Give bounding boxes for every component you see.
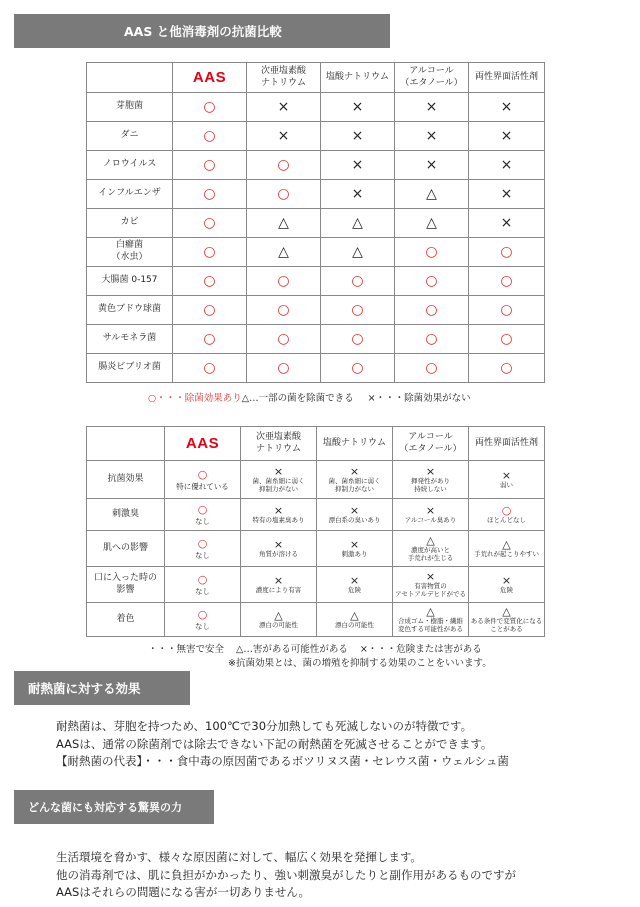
result-cell: ○ [321,354,395,383]
result-symbol: △ [350,608,359,622]
result-cell: ○ [395,354,469,383]
result-cell: ○ [247,354,321,383]
paragraph-line: AASは、通常の除菌剤では除去できない下記の耐熱菌を死滅させることができます。 [56,736,493,751]
row-header: 大腸菌 0-157 [87,267,173,296]
row-header: カビ [87,209,173,238]
result-cell: ○ [247,151,321,180]
table-row [87,93,545,122]
column-header-0: AAS [173,63,247,93]
result-symbol: × [273,503,284,517]
legend-1 [148,390,485,404]
column-header-1: 次亜塩素酸 ナトリウム [247,63,321,93]
result-cell: × [321,151,395,180]
row-header: 抗菌効果 [87,461,165,499]
property-cell [241,461,317,499]
table-row [87,238,545,267]
result-cell: ○ [173,267,247,296]
result-symbol: × [349,503,360,517]
legend-circle: ○・・・除菌効果あり [148,393,242,404]
footnote: ※抗菌効果とは、菌の増殖を抑制する効果のことをいいます。 [228,658,492,669]
table-row [87,325,545,354]
result-cell: ○ [247,296,321,325]
result-cell: ○ [395,238,469,267]
result-text: 危険 [500,585,513,594]
result-text: なし [195,550,210,560]
result-symbol: × [273,537,284,551]
property-cell [469,567,545,603]
column-header-2: 塩酸ナトリウム [317,427,393,461]
paragraph-heat-resistant [56,718,509,771]
result-symbol: × [425,464,436,478]
result-cell: ○ [469,354,545,383]
legend2-triangle: △…害がある可能性がある [236,644,348,655]
column-header-2: 塩酸ナトリウム [321,63,395,93]
result-symbol: △ [426,533,435,547]
result-text: 漂白の可能性 [335,620,374,629]
result-cell: △ [321,209,395,238]
result-text: 漂白の可能性 [259,620,298,629]
result-text: ほとんどなし [487,515,526,524]
result-symbol: △ [502,537,511,551]
result-cell: ○ [247,325,321,354]
result-text: 危険 [348,585,361,594]
result-symbol: × [273,464,284,478]
result-cell: △ [395,209,469,238]
legend2-circle: ・・・無害で安全 [148,644,225,655]
property-cell [469,461,545,499]
property-cell [165,603,241,637]
property-cell [469,531,545,567]
result-symbol: × [349,464,360,478]
result-symbol: ○ [501,503,512,517]
result-text: ある条件で変質化になる ことがある [470,616,543,633]
result-cell: ○ [247,180,321,209]
result-text: なし [195,586,210,596]
result-cell: ○ [321,325,395,354]
property-cell [241,499,317,531]
row-header: 肌への影響 [87,531,165,567]
result-symbol: × [349,537,360,551]
property-cell [393,531,469,567]
result-cell: ○ [469,238,545,267]
result-cell: ○ [173,296,247,325]
result-symbol: × [349,573,360,587]
result-cell: × [395,151,469,180]
property-cell [165,567,241,603]
paragraph-power [56,849,516,902]
table-row [87,461,545,499]
result-cell: ○ [173,151,247,180]
result-cell: × [469,180,545,209]
result-cell: ○ [469,325,545,354]
table-row [87,603,545,637]
paragraph-line: 耐熱菌は、芽胞を持つため、100℃で30分加熱しても死滅しないのが特徴です。 [56,719,473,733]
column-header-3: アルコール （エタノール） [393,427,469,461]
result-text: 菌、菌糸細に弱く 抑制力がない [328,476,381,493]
paragraph-line: AASはそれらの問題になる害が一切ありません。 [56,885,311,899]
table-row [87,180,545,209]
result-cell: ○ [469,296,545,325]
result-text: なし [195,516,210,526]
property-cell [317,567,393,603]
result-text: 漂白系の臭いあり [328,515,381,524]
row-header: ダニ [87,122,173,151]
result-cell: × [247,122,321,151]
table-row [87,354,545,383]
property-cell [165,531,241,567]
column-header-4: 両性界面活性剤 [469,63,545,93]
result-cell: × [469,93,545,122]
legend-cross: ×・・・除菌効果がない [367,393,471,404]
result-symbol: × [273,573,284,587]
result-cell: × [469,122,545,151]
result-cell: ○ [173,325,247,354]
result-text: アルコール臭あり [404,515,457,524]
row-header: ノロウイルス [87,151,173,180]
result-cell: × [469,209,545,238]
table-row [87,499,545,531]
result-text: 手荒れが起こりやすい [474,549,539,558]
result-cell: △ [247,209,321,238]
property-cell [241,567,317,603]
result-cell: ○ [173,209,247,238]
property-cell [393,499,469,531]
table-row [87,267,545,296]
result-cell: ○ [173,180,247,209]
result-text: 合成ゴム・樹脂・繊維 変色する可能性がある [398,616,463,633]
row-header: 刺激臭 [87,499,165,531]
result-text: 有害物質の アセトアルデヒドがでる [395,581,466,598]
result-text: 弱い [500,480,513,489]
result-cell: ○ [173,238,247,267]
column-header-0: AAS [165,427,241,461]
table-row [87,567,545,603]
column-header-3: アルコール （エタノール） [395,63,469,93]
result-cell: × [395,93,469,122]
property-cell [317,461,393,499]
corner-cell [87,63,173,93]
property-cell [241,603,317,637]
result-symbol: × [425,503,436,517]
result-cell: × [321,180,395,209]
paragraph-line: 【耐熱菌の代表】・・・食中毒の原因菌であるボツリヌス菌・セレウス菌・ウェルシュ菌 [56,754,509,768]
result-cell: × [469,151,545,180]
section-heading-heat-resistant: 耐熱菌に対する効果 [14,671,190,705]
result-symbol: ○ [197,536,208,550]
property-cell [241,531,317,567]
result-cell: ○ [173,354,247,383]
corner-cell [87,427,165,461]
result-text: 刺激あり [341,549,368,558]
property-cell [393,567,469,603]
result-symbol: ○ [197,467,208,481]
legend-2 [148,641,494,655]
row-header: サルモネラ菌 [87,325,173,354]
result-cell: × [321,122,395,151]
result-symbol: ○ [197,502,208,516]
result-cell: △ [321,238,395,267]
result-symbol: × [501,468,512,482]
section-heading-power: どんな菌にも対応する驚異の力 [14,790,214,824]
table-row [87,122,545,151]
property-cell [393,461,469,499]
section-heading-comparison: AAS と他消毒剤の抗菌比較 [14,14,390,48]
property-cell [317,603,393,637]
result-cell: × [321,93,395,122]
comparison-table-2 [86,426,545,637]
property-cell [317,531,393,567]
result-cell: × [247,93,321,122]
result-symbol: × [425,569,436,583]
result-symbol: ○ [197,607,208,621]
result-cell: △ [395,180,469,209]
result-text: 特有の塩素臭あり [252,515,305,524]
table-row [87,296,545,325]
row-header: 口に入った時の 影響 [87,567,165,603]
result-cell: ○ [247,267,321,296]
result-text: 特に優れている [176,481,229,491]
row-header: 芽胞菌 [87,93,173,122]
comparison-table-1 [86,62,545,383]
legend-triangle: △…一部の菌を除菌できる [241,393,354,404]
table-row [87,531,545,567]
row-header: 黄色ブドウ球菌 [87,296,173,325]
result-text: 揮発性があり 持続しない [411,476,450,493]
result-symbol: △ [274,608,283,622]
column-header-1: 次亜塩素酸 ナトリウム [241,427,317,461]
paragraph-line: 生活環境を脅かす、様々な原因菌に対して、幅広く効果を発揮します。 [56,850,422,864]
result-text: 濃度により有害 [255,585,302,594]
property-cell [469,499,545,531]
result-cell: ○ [173,122,247,151]
row-header: 着色 [87,603,165,637]
row-header: インフルエンザ [87,180,173,209]
result-cell: ○ [469,267,545,296]
column-header-4: 両性界面活性剤 [469,427,545,461]
property-cell [317,499,393,531]
property-cell [469,603,545,637]
result-symbol: △ [426,604,435,618]
result-cell: ○ [395,296,469,325]
result-symbol: ○ [197,572,208,586]
result-cell: ○ [395,267,469,296]
table-row [87,151,545,180]
header-row [87,427,545,461]
property-cell [393,603,469,637]
paragraph-line: 他の消毒剤では、肌に負担がかかったり、強い刺激臭がしたりと副作用があるものですが [56,867,516,882]
row-header: 腸炎ビブリオ菌 [87,354,173,383]
property-cell [165,461,241,499]
result-symbol: × [501,573,512,587]
row-header: 白癬菌 （水虫） [87,238,173,267]
result-cell: ○ [321,296,395,325]
table-row [87,209,545,238]
result-text: なし [195,621,210,631]
result-text: 濃度が高いと 手荒れが生じる [407,545,454,562]
legend2-cross: ×・・・危険または害がある [359,644,482,655]
result-cell: ○ [173,93,247,122]
result-cell: ○ [321,267,395,296]
result-cell: ○ [395,325,469,354]
result-cell: △ [247,238,321,267]
property-cell [165,499,241,531]
result-cell: × [395,122,469,151]
result-symbol: △ [502,604,511,618]
result-text: 角質が溶ける [259,549,298,558]
header-row [87,63,545,93]
result-text: 菌、菌糸細に弱く 抑制力がない [252,476,305,493]
